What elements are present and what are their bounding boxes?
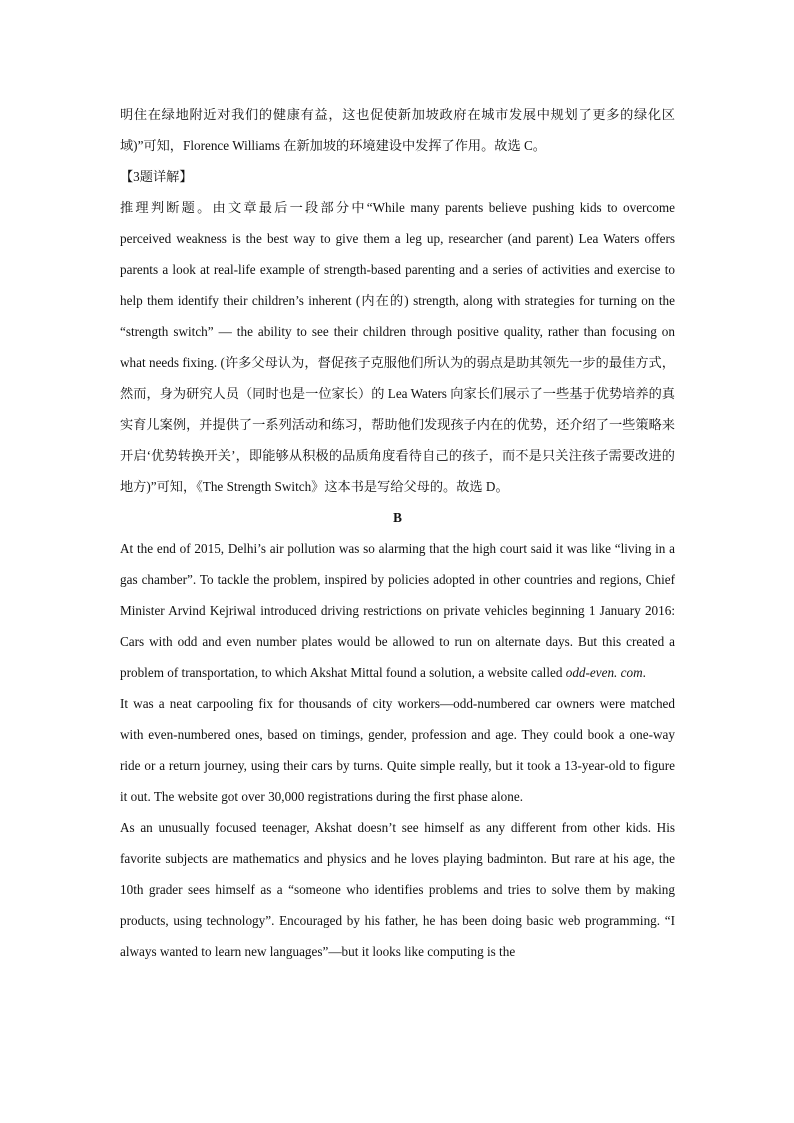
question-3-heading: 【3题详解】	[120, 169, 193, 184]
section-title-b: B	[393, 510, 402, 525]
passage-b-paragraph-1-text: At the end of 2015, Delhi’s air pollution was so alarming that the high court said it was like “living in a gas chamber”. To tackle the problem, inspired by policies adopted in other countries and regions, Chief Minister Arvind Kejriwal introduced driving restrictions on private vehicles beginning 1 January 2016: Cars with odd and even number plates would be allowed to run on alternate days. But this created a problem of transportation, to which Akshat Mittal found a solution, a website called	[120, 541, 675, 680]
document-body	[120, 99, 675, 967]
passage-b-paragraph-1-end: .	[642, 665, 646, 680]
question-3-explanation: 推理判断题。由文章最后一段部分中“While many parents believe pushing kids to overcome perceived weakness is the best way to give them a leg up, researcher (and parent) Lea Waters offers parents a look at real-life example of strength-based parenting and a series of activities and exercise to help them identify their children’s inherent (内在的) strength, along with strategies for turning on the “strength switch” — the ability to see their children through positive quality, rather than focusing on what needs fixing. (许多父母认为，督促孩子克服他们所认为的弱点是助其领先一步的最佳方式，然而，身为研究人员（同时也是一位家长）的 Lea Waters 向家长们展示了一些基于优势培养的真实育儿案例，并提供了一系列活动和练习，帮助他们发现孩子内在的优势，还介绍了一些策略来开启‘优势转换开关’，即能够从积极的品质角度看待自己的孩子，而不是只关注孩子需要改进的地方)”可知，《The Strength Switch》这本书是写给父母的。故选 D。	[120, 200, 675, 494]
passage-b-paragraph-2: It was a neat carpooling fix for thousands of city workers—odd-numbered car owners were matched with even-numbered ones, based on timings, gender, profession and age. They could book a one-way ride or a return journey, using their cars by turns. Quite simple really, but it took a 13-year-old to figure it out. The website got over 30,000 registrations during the first phase alone.	[120, 696, 675, 804]
passage-b-paragraph-1	[120, 533, 675, 688]
passage-b-paragraph-3: As an unusually focused teenager, Akshat doesn’t see himself as any different from other kids. His favorite subjects are mathematics and physics and he loves playing badminton. But rare at his age, the 10th grader sees himself as a “someone who identifies problems and tries to solve them by making products, using technology”. Encouraged by his father, he has been doing basic web programming. “I always wanted to learn new languages”—but it looks like computing is the	[120, 820, 675, 959]
answer-paragraph-2-end: 明住在绿地附近对我们的健康有益，这也促使新加坡政府在城市发展中规划了更多的绿化区域)”可知，Florence Williams 在新加坡的环境建设中发挥了作用。故选 C。	[120, 107, 675, 153]
website-name: odd-even. com	[565, 665, 643, 680]
